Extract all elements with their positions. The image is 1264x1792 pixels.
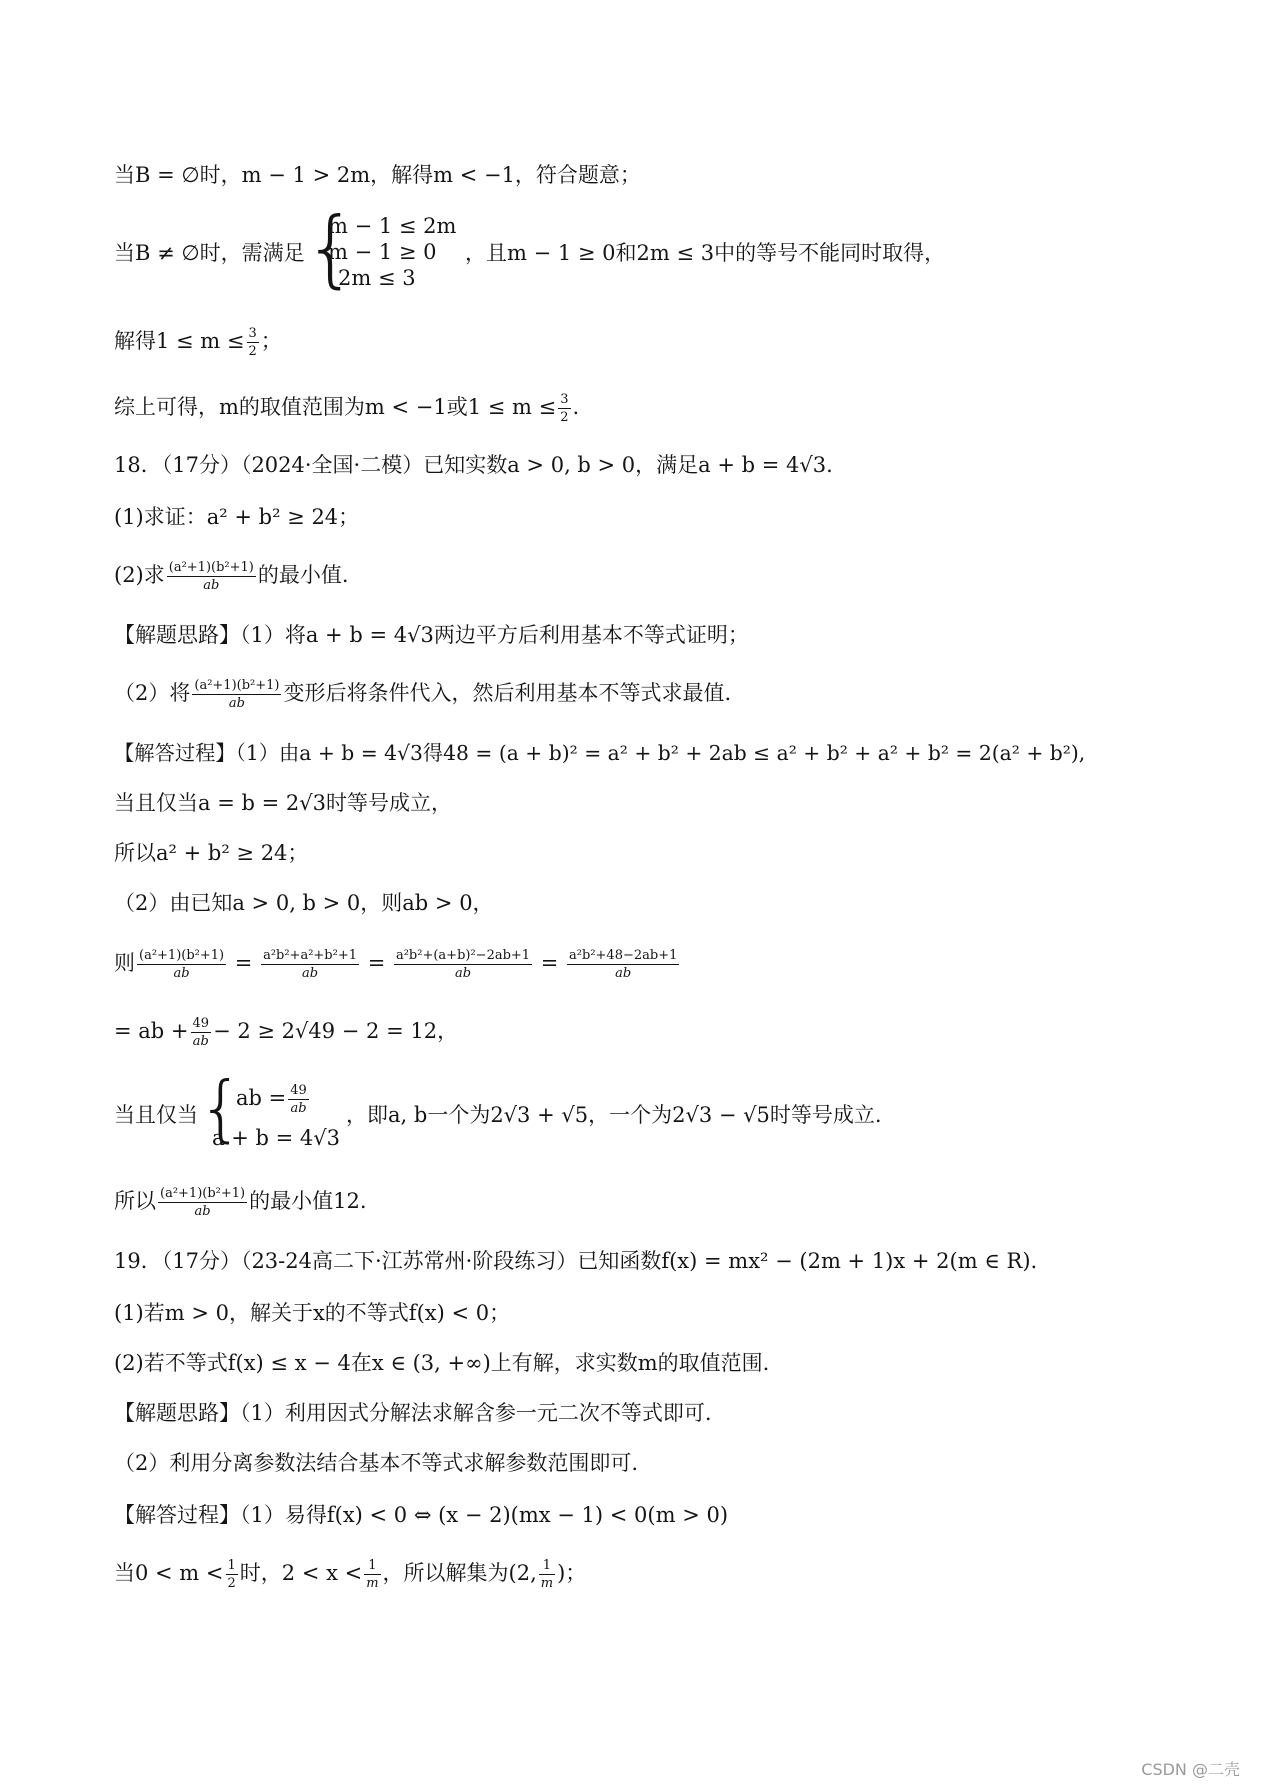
- fraction-denominator: 2: [560, 410, 569, 425]
- question-19-part2: (2)若不等式f(x) ≤ x − 4在x ∈ (3, +∞)上有解，求实数m的取值范围.: [114, 1351, 770, 1375]
- fraction-denominator: ab: [194, 1204, 211, 1219]
- fraction: [288, 1084, 309, 1115]
- fraction: [167, 561, 256, 592]
- fraction-denominator: ab: [192, 1034, 209, 1049]
- system-line: [236, 1084, 311, 1115]
- solution-idea-1: 【解题思路】（1）将a + b = 4√3两边平方后利用基本不等式证明；: [114, 623, 749, 647]
- solution-step-2: [114, 1558, 586, 1590]
- text: = ab +: [114, 1019, 189, 1043]
- fraction-denominator: m: [540, 1576, 554, 1591]
- text: ，所以解集为(2,: [382, 1561, 537, 1585]
- text-line: [114, 326, 282, 358]
- text: )；: [557, 1561, 587, 1585]
- fraction: [191, 1017, 212, 1048]
- solution-step-2: 当且仅当a = b = 2√3时等号成立，: [114, 791, 452, 815]
- watermark: CSDN @二壳: [1141, 1760, 1240, 1779]
- text: 综上可得，m的取值范围为m < −1或1 ≤ m ≤: [114, 395, 557, 419]
- fraction: [558, 393, 570, 424]
- fraction-numerator: (a²+1)(b²+1): [139, 948, 225, 963]
- fraction-denominator: ab: [615, 966, 632, 981]
- text-line: [114, 392, 579, 424]
- text: ；: [260, 329, 282, 353]
- fraction-denominator: ab: [302, 966, 319, 981]
- text: ab =: [236, 1086, 287, 1110]
- fraction: [137, 949, 226, 980]
- fraction-numerator: a²b²+a²+b²+1: [263, 948, 358, 963]
- fraction-denominator: 2: [248, 344, 257, 359]
- fraction-numerator: (a²+1)(b²+1): [194, 678, 280, 693]
- text: 时，2 < x <: [239, 1561, 363, 1585]
- fraction: [364, 1559, 380, 1590]
- text-line-system-prefix: 当B ≠ ∅时，需满足: [114, 241, 305, 265]
- fraction: [192, 679, 281, 710]
- question-18-part2: [114, 560, 349, 592]
- question-19-header: 19．（17分）（23-24高二下·江苏常州·阶段练习）已知函数f(x) = mx² − (2m + 1)x + 2(m ∈ R).: [114, 1249, 1038, 1273]
- system-line: m − 1 ≤ 2m: [328, 214, 457, 238]
- text: (2)求: [114, 563, 165, 587]
- fraction-numerator: 49: [192, 1016, 210, 1031]
- fraction: [226, 1559, 238, 1590]
- solution-step-3: 所以a² + b² ≥ 24；: [114, 841, 309, 865]
- fraction-denominator: ab: [173, 966, 190, 981]
- fraction: [247, 327, 259, 358]
- text-line-system-suffix: ，且m − 1 ≥ 0和2m ≤ 3中的等号不能同时取得，: [465, 241, 946, 265]
- fraction-numerator: 49: [290, 1083, 307, 1098]
- fraction-numerator: 1: [364, 1559, 380, 1575]
- fraction-numerator: 3: [248, 326, 257, 341]
- fraction: [567, 949, 679, 980]
- text: （2）将: [114, 681, 191, 705]
- fraction-numerator: (a²+1)(b²+1): [168, 560, 254, 575]
- fraction-numerator: (a²+1)(b²+1): [160, 1186, 246, 1201]
- solution-step-8: [114, 1186, 367, 1218]
- text: 当0 < m <: [114, 1561, 224, 1585]
- solution-step-7-suffix: ，即a, b一个为2√3 + √5，一个为2√3 − √5时等号成立.: [346, 1103, 882, 1127]
- fraction-numerator: 1: [539, 1559, 555, 1575]
- solution-idea-1: 【解题思路】（1）利用因式分解法求解含参一元二次不等式即可.: [114, 1401, 712, 1425]
- question-18-part1: (1)求证：a² + b² ≥ 24；: [114, 505, 360, 529]
- fraction-numerator: a²b²+48−2ab+1: [569, 948, 678, 963]
- fraction-numerator: a²b²+(a+b)²−2ab+1: [395, 948, 531, 963]
- text: 的最小值12.: [249, 1189, 367, 1213]
- solution-idea-2: （2）利用分离参数法结合基本不等式求解参数范围即可.: [114, 1451, 639, 1475]
- solution-step-1: 【解答过程】（1）易得f(x) < 0 ⇔ (x − 2)(mx − 1) < 0(m > 0): [114, 1503, 729, 1527]
- system-line: a + b = 4√3: [212, 1126, 340, 1150]
- text: 解得1 ≤ m ≤: [114, 329, 245, 353]
- left-brace-icon: {: [304, 199, 358, 297]
- solution-step-4: （2）由已知a > 0, b > 0，则ab > 0，: [114, 891, 494, 915]
- text: .: [572, 395, 580, 419]
- solution-step-7-prefix: 当且仅当: [114, 1103, 198, 1127]
- fraction-denominator: 2: [227, 1576, 236, 1591]
- fraction-denominator: ab: [290, 1101, 307, 1116]
- fraction: [394, 949, 532, 980]
- text: 所以: [114, 1189, 156, 1213]
- fraction: [539, 1559, 555, 1590]
- solution-step-6: [114, 1016, 458, 1048]
- solution-step-1: 【解答过程】（1）由a + b = 4√3得48 = (a + b)² = a² + b² + 2ab ≤ a² + b² + a² + b² = 2(a² + b²),: [114, 741, 1086, 765]
- text: 则: [114, 951, 135, 975]
- left-brace-icon: {: [198, 1066, 244, 1150]
- solution-step-5: 则 $\frac{\text{(a²+1)(b²+1)}}{ab}$ = $\frac{\text{a²b²+a²+b²+1}}{ab}$ = $\frac{\text{a²b²+(a+b)²−2ab+1}}{ab}$ = $\frac{\text{a²b²+48−2ab+1}}{ab}$: [114, 948, 678, 981]
- question-18-header: 18．（17分）（2024·全国·二模）已知实数a > 0, b > 0，满足a + b = 4√3.: [114, 453, 833, 477]
- fraction-denominator: m: [366, 1576, 379, 1591]
- fraction-numerator: 3: [560, 392, 569, 407]
- solution-idea-2: [114, 678, 731, 710]
- text: − 2 ≥ 2√49 − 2 = 12，: [213, 1019, 459, 1043]
- fraction-denominator: ab: [203, 578, 220, 593]
- question-19-part1: (1)若m > 0，解关于x的不等式f(x) < 0；: [114, 1301, 511, 1325]
- fraction: [158, 1187, 247, 1218]
- text: 的最小值.: [257, 563, 349, 587]
- text: 变形后将条件代入，然后利用基本不等式求最值.: [283, 681, 732, 705]
- fraction-numerator: 1: [227, 1558, 236, 1573]
- fraction: [261, 949, 359, 980]
- fraction-denominator: ab: [454, 966, 472, 981]
- system-line: 2m ≤ 3: [338, 266, 416, 290]
- system-line: m − 1 ≥ 0: [328, 240, 437, 264]
- text-line: 当B = ∅时，m − 1 > 2m，解得m < −1，符合题意；: [114, 163, 641, 187]
- fraction-denominator: ab: [228, 696, 245, 711]
